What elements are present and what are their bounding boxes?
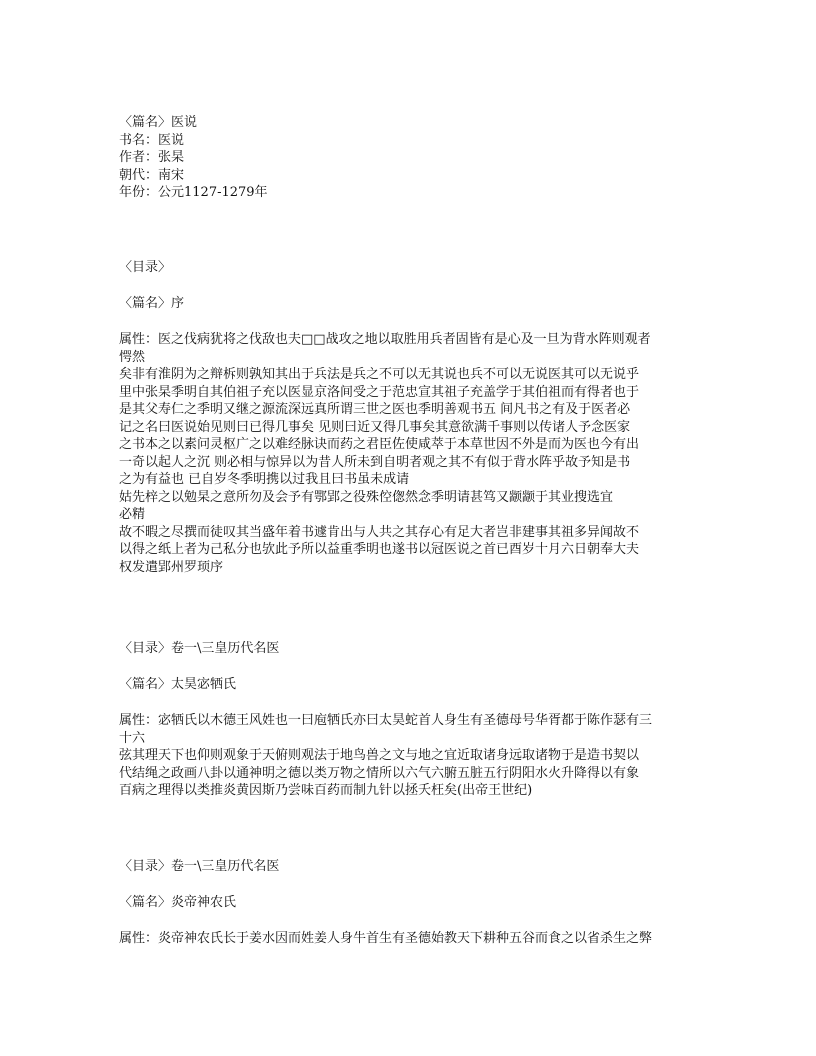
section2-body — [119, 930, 699, 948]
dynasty: 朝代：南宋 — [119, 167, 185, 183]
text-line: 一奇以起人之沉 则必相与惊异以为昔人所未到自明者观之其不有似于背水阵乎故予知是书 — [119, 454, 631, 470]
text-line: 里中张杲季明自其伯祖子充以医显京洛间受之于范忠宣其祖子充盖学于其伯祖而有得者也于 — [119, 384, 640, 400]
text-line: 记之名曰医说始见则曰已得几事矣 见则曰近又得几事矣其意欲满千事则以传诸人予念医家 — [119, 419, 631, 435]
preface-body — [119, 331, 699, 576]
text-line: 属性：宓牺氏以木德王风姓也一曰庖牺氏亦曰太昊蛇首人身生有圣德母号华胥都于陈作瑟有三 — [119, 713, 653, 728]
text-line: 愕然 — [119, 349, 146, 365]
text-line: 之为有益也 已自岁冬季明携以过我且曰书虽未成请 — [119, 472, 410, 487]
author: 作者：张杲 — [119, 150, 185, 165]
year-range: 年份：公元1127-1279年 — [119, 185, 268, 200]
text-line: 权发遣郢州罗顼序 — [119, 559, 224, 575]
text-line: 以得之纸上者为己私分也欤此予所以益重季明也遂书以冠医说之首已酉岁十月六日朝奉大夫 — [119, 542, 640, 557]
book-name: 书名：医说 — [119, 132, 185, 148]
section2-title: 〈篇名〉炎帝神农氏 — [119, 895, 237, 910]
text-line: 百病之理得以类推炎黄因斯乃尝味百药而制九针以拯夭枉矣(出帝王世纪) — [119, 783, 533, 798]
text-line: 代结绳之政画八卦以通神明之德以类万物之情所以六气六腑五脏五行阴阳水火升降得以有象 — [119, 765, 640, 781]
section1-title: 〈篇名〉太昊宓牺氏 — [119, 677, 237, 692]
text-line: 是其父寿仁之季明又继之源流深远真所谓三世之医也季明善观书五 间凡书之有及于医者必 — [119, 402, 631, 417]
text-line: 故不暇之尽撰而徒叹其当盛年着书遽肯出与人共之其存心有足大者岂非建事其祖多异闻故不 — [119, 524, 640, 540]
text-line: 姑先梓之以勉杲之意所勿及会予有鄂郢之役殊倥偬然念季明请甚笃又颛颛于其业搜选宜 — [119, 489, 614, 505]
text-line: 必精 — [119, 507, 146, 522]
section1-body — [119, 712, 699, 800]
toc-heading: 〈目录〉 — [119, 260, 172, 275]
chapter-title: 〈篇名〉医说 — [119, 115, 198, 130]
preface-title: 〈篇名〉序 — [119, 296, 185, 311]
text-line: 属性：医之伐病犹将之伐敌也夫□□战攻之地以取胜用兵者固皆有是心及一旦为背水阵则观者 — [119, 332, 651, 347]
text-line: 十六 — [119, 730, 146, 746]
metadata-block — [119, 114, 699, 202]
text-line: 之书本之以素问灵枢广之以难经脉诀而药之君臣佐使咸萃于本草世因不外是而为医也今有出 — [119, 437, 640, 452]
text-line: 属性：炎帝神农氏长于姜水因而姓姜人身牛首生有圣德始教天下耕种五谷而食之以省杀生之弊 — [119, 931, 653, 946]
section2-toc: 〈目录〉卷一\三皇历代名医 — [119, 859, 280, 874]
section1-toc: 〈目录〉卷一\三皇历代名医 — [119, 641, 280, 656]
text-line: 矣非有淮阴为之辩柝则孰知其出于兵法是兵之不可以无其说也兵不可以无说医其可以无说乎 — [119, 367, 640, 382]
text-line: 弦其理天下也仰则观象于天俯则观法于地鸟兽之文与地之宜近取诸身远取诸物于是造书契以 — [119, 748, 640, 763]
